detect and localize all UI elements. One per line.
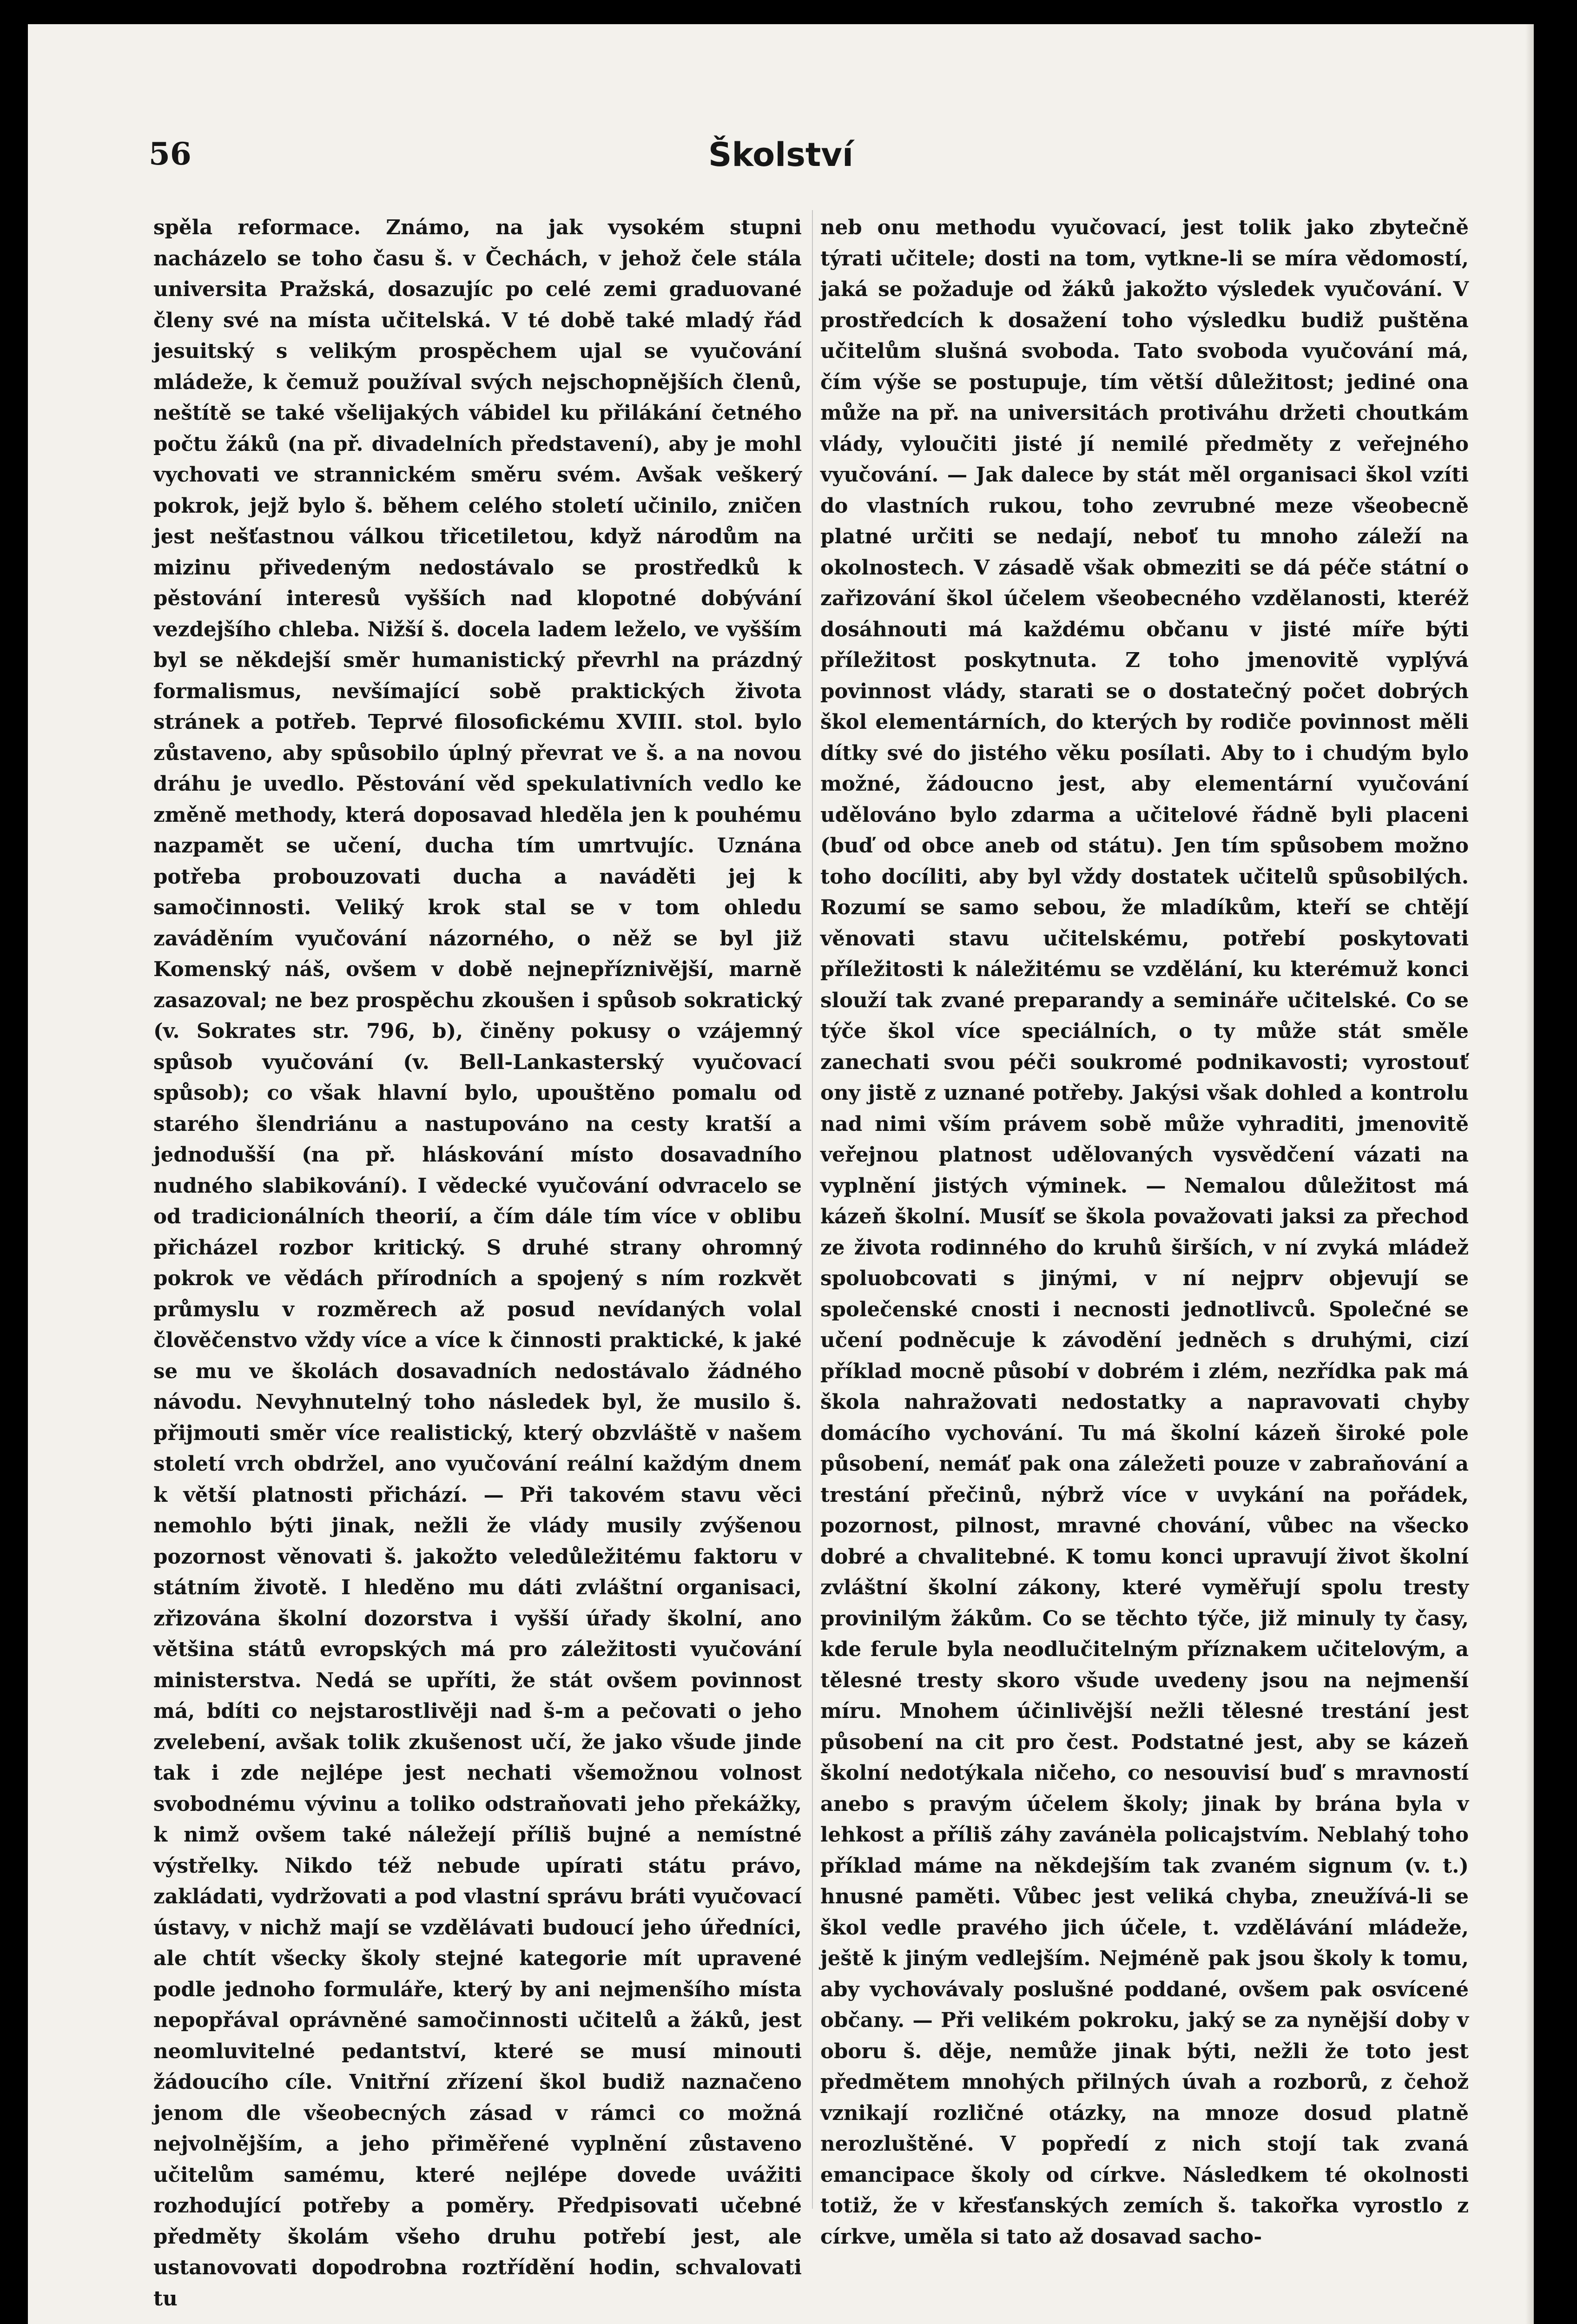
right-column-text: neb onu methodu vyučovací, jest tolik jako zbytečně týrati učitele; dosti na tom, vytkne-li se míra vědomostí, jaká se požaduje od žáků jakožto výsledek vyučování. V prostředcích k dosažení toho výsledku budiž puštěna učitelům slušná svoboda. Tato svoboda vyučování má, čím výše se postupuje, tím větší důležitost; jediné ona může na př. na universitách protiváhu držeti choutkám vlády, vyloučiti jisté jí nemilé předměty z veřejného vyučování. — Jak dalece by stát měl organisaci škol vzíti do vlastních rukou, toho zevrubné meze všeobecně platné určiti se nedají, neboť tu mnoho záleží na okolnostech. V zásadě však obmeziti se dá péče státní o zařizování škol účelem všeobecného vzdělanosti, kteréž dosáhnouti má každému občanu v jisté míře býti příležitost poskytnuta. Z toho jmenovitě vyplývá povinnost vlády, starati se o dostatečný počet dobrých škol elementárních, do kterých by rodiče povinnost měli dítky své do jistého věku posílati. Aby to i chudým bylo možné, žádoucno jest, aby elementární vyučování udělováno bylo zdarma a učitelové řádně byli placeni (buď od obce aneb od státu). Jen tím spůsobem možno toho docíliti, aby byl vždy dostatek učitelů spůsobilých. Rozumí se samo sebou, že mladíkům, kteří se chtějí věnovati stavu učitelskému, potřebí poskytovati příležitosti k náležitému se vzdělání, ku kterémuž konci slouží tak zvané preparandy a semináře učitelské. Co se týče škol více speciálních, o ty může stát směle zanechati svou péči soukromé podnikavosti; vyrostouť ony jistě z uznané potřeby. Jakýsi však dohled a kontrolu nad nimi vším právem sobě může vyhraditi, jmenovitě veřejnou platnost udělovaných vysvědčení vázati na vyplnění jistých výminek. — Nemalou důležitost má kázeň školní. Musíť se škola považovati jaksi za přechod ze života rodinného do kruhů širších, v ní zvyká mládež spoluobcovati s jinými, v ní nejprv objevují se společenské cnosti i necnosti jednotlivců. Společné se učení podněcuje k závodění jedněch s druhými, cizí příklad mocně působí v dobrém i zlém, nezřídka pak má škola nahražovati nedostatky a napravovati chyby domácího vychování. Tu má školní kázeň široké pole působení, nemáť pak ona záležeti pouze v zabraňování a trestání přečinů, nýbrž více v uvykání na pořádek, pozornost, pilnost, mravné chování, vůbec na všecko dobré a chvalitebné. K tomu konci upravují život školní zvláštní školní zákony, které vyměřují spolu tresty provinilým žákům. Co se těchto týče, již minuly ty časy, kde ferule byla neodlučitelným příznakem učitelovým, a tělesné tresty skoro všude uvedeny jsou na nejmenší míru. Mnohem účinlivější nežli tělesné trestání jest působení na cit pro čest. Podstatné jest, aby se kázeň školní nedotýkala ničeho, co nesouvisí buď s mravností anebo s pravým účelem školy; jinak by brána byla v lehkost a příliš záhy zavánėla policajstvím. Neblahý toho příklad máme na někdejším tak zvaném signum (v. t.) hnusné paměti. Vůbec jest veliká chyba, zneužívá-li se škol vedle pravého jich účele, t. vzdělávání mládeže, ještě k jiným vedlejším. Nejméně pak jsou školy k tomu, aby vychovávaly poslušné poddané, ovšem pak osvícené občany. — Při velikém pokroku, jaký se za nynější doby v oboru š. děje, nemůže jinak býti, nežli že toto jest předmětem mnohých přilných úvah a rozborů, z čehož vznikají rozličné otázky, na mnoze dosud platně nerozluštěné. V popředí z nich stojí tak zvaná emancipace školy od církve. Následkem té okolnosti totiž, že v křesťanských zemích š. takořka vyrostlo z církve, uměla si tato až dosavad sacho- <box>820 216 1469 2249</box>
column-divider <box>812 210 813 2209</box>
page-number: 56 <box>149 136 191 172</box>
text-column-left <box>153 212 802 2311</box>
text-column-right <box>820 212 1469 2249</box>
paper-sheet <box>28 24 1534 2324</box>
section-title: Školství <box>708 136 853 174</box>
running-head <box>28 136 1534 187</box>
scan-edge-shadow <box>1525 24 1534 2324</box>
left-column-text: spěla reformace. Známo, na jak vysokém stupni nacházelo se toho času š. v Čechách, v jehož čele stála universita Pražská, dosazujíc po celé zemi graduované členy své na místa učitelská. V té době také mladý řád jesuitský s velikým prospěchem ujal se vyučování mládeže, k čemuž používal svých nejschopnějších členů, neštítě se také všelijakých vábidel ku přilákání četného počtu žáků (na př. divadelních představení), aby je mohl vychovati ve strannickém směru svém. Avšak veškerý pokrok, jejž bylo š. během celého století učinilo, zničen jest nešťastnou válkou třicetiletou, když národům na mizinu přivedeným nedostávalo se prostředků k pěstování interesů vyšších nad klopotné dobývání vezdejšího chleba. Nižší š. docela ladem leželo, ve vyšším byl se někdejší směr humanistický převrhl na prázdný formalismus, nevšímající sobě praktických života stránek a potřeb. Teprvé filosofickému XVIII. stol. bylo zůstaveno, aby spůsobilo úplný převrat ve š. a na novou dráhu je uvedlo. Pěstování věd spekulativních vedlo ke změně methody, která doposavad hleděla jen k pouhému nazpamět se učení, ducha tím umrtvujíc. Uznána potřeba probouzovati ducha a naváděti jej k samočinnosti. Veliký krok stal se v tom ohledu zaváděním vyučování názorného, o něž se byl již Komenský náš, ovšem v době nejnepříznivější, marně zasazoval; ne bez prospěchu zkoušen i spůsob sokratický (v. Sokrates str. 796, b), činěny pokusy o vzájemný spůsob vyučování (v. Bell-Lankasterský vyučovací spůsob); co však hlavní bylo, upouštěno pomalu od starého šlendriánu a nastupováno na cesty kratší a jednodušší (na př. hláskování místo dosavadního nudného slabikování). I vědecké vyučování odvracelo se od tradicionálních theorií, a čím dále tím více v oblibu přicházel rozbor kritický. S druhé strany ohromný pokrok ve vědách přírodních a spojený s ním rozkvět průmyslu v rozměrech až posud nevídaných volal člověčenstvo vždy více a více k činnosti praktické, k jaké se mu ve školách dosavadních nedostávalo žádného návodu. Nevyhnutelný toho následek byl, že musilo š. přijmouti směr více realistický, který obzvláště v našem století vrch obdržel, ano vyučování reální každým dnem k větší platnosti přichází. — Při takovém stavu věci nemohlo býti jinak, nežli že vlády musily zvýšenou pozornost věnovati š. jakožto veledůležitému faktoru v státním životě. I hleděno mu dáti zvláštní organisaci, zřizována školní dozorstva i vyšší úřady školní, ano většina států evropských má pro záležitosti vyučování ministerstva. Nedá se upříti, že stát ovšem povinnost má, bdíti co nejstarostlivěji nad š-m a pečovati o jeho zvelebení, avšak tolik zkušenost učí, že jako všude jinde tak i zde nejlépe jest nechati všemožnou volnost svobodnému vývinu a toliko odstraňovati jeho překážky, k nimž ovšem také náležejí příliš bujné a nemístné výstřelky. Nikdo též nebude upírati státu právo, zakládati, vydržovati a pod vlastní správu bráti vyučovací ústavy, v nichž mají se vzdělávati budoucí jeho úředníci, ale chtít všecky školy stejné kategorie mít upravené podle jednoho formuláře, který by ani nejmenšího místa nepopřával oprávněné samočinnosti učitelů a žáků, jest neomluvitelné pedantství, které se musí minouti žádoucího cíle. Vnitřní zřízení škol budiž naznačeno jenom dle všeobecných zásad v rámci co možná nejvolnějším, a jeho přiměřené vyplnění zůstaveno učitelům samému, které nejlépe dovede uvážiti rozhodující potřeby a poměry. Předpisovati učebné předměty školám všeho druhu potřebí jest, ale ustanovovati dopodrobna roztřídění hodin, schvalovati tu <box>153 216 802 2311</box>
